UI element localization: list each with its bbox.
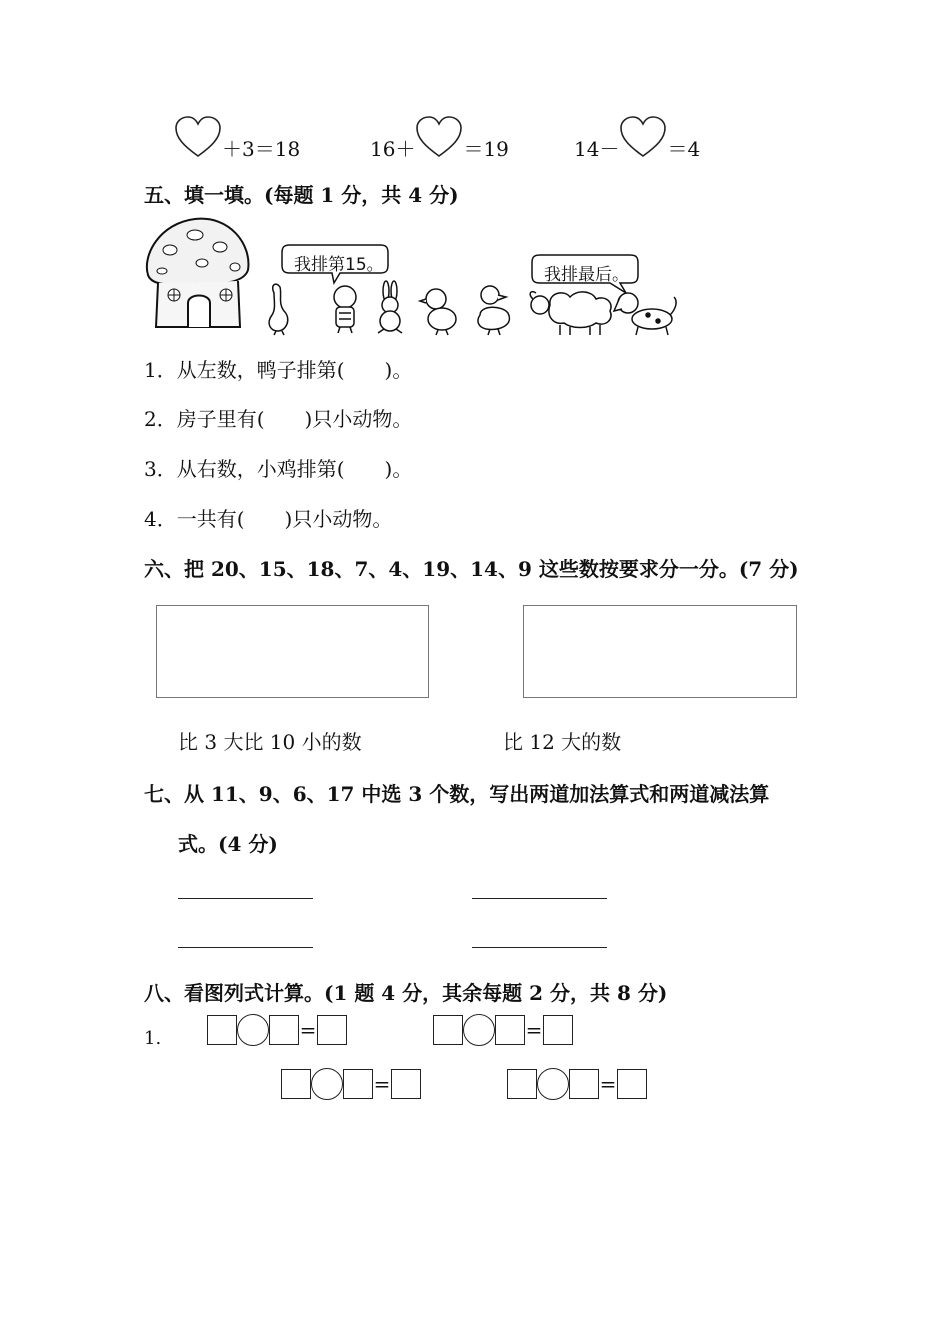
answer-square[interactable]: [617, 1069, 647, 1099]
tiger-icon: [334, 286, 356, 333]
section7-heading-line1: 七、从 11、9、6、17 中选 3 个数，写出两道加法算式和两道减法算: [144, 782, 770, 806]
section6-heading: 六、把 20、15、18、7、4、19、14、9 这些数按要求分一分。(7 分): [144, 557, 799, 581]
answer-square[interactable]: [569, 1069, 599, 1099]
answer-blank[interactable]: [178, 946, 313, 948]
mushroom-house-icon: [147, 219, 249, 327]
item-number: 1.: [144, 1028, 162, 1049]
equals-sign: =: [373, 1072, 391, 1096]
equation-template: [207, 1014, 347, 1046]
section7-heading-line2: 式。(4 分): [178, 832, 278, 856]
chick-icon: [420, 289, 456, 335]
duck-icon: [478, 286, 509, 335]
equation-right: ＝19: [463, 137, 509, 161]
question-5-1: 1．从左数，鸭子排第( )。: [144, 358, 413, 382]
speech-bubble-right-text: 我排最后。: [544, 265, 629, 285]
answer-square[interactable]: [343, 1069, 373, 1099]
heart-icon[interactable]: [174, 116, 222, 160]
answer-square[interactable]: [433, 1015, 463, 1045]
section8-heading: 八、看图列式计算。(1 题 4 分，其余每题 2 分，共 8 分): [144, 981, 668, 1005]
question-5-3: 3．从右数，小鸡排第( )。: [144, 457, 413, 481]
answer-square[interactable]: [495, 1015, 525, 1045]
equals-sign: =: [599, 1072, 617, 1096]
equation-template: [507, 1068, 647, 1100]
answer-blank[interactable]: [472, 897, 607, 899]
question-5-2: 2．房子里有( )只小动物。: [144, 407, 413, 431]
heart-icon[interactable]: [415, 116, 463, 160]
goose-icon: [269, 284, 288, 335]
equation-template: [433, 1014, 573, 1046]
sort-box-right[interactable]: [523, 605, 797, 698]
equals-sign: =: [525, 1018, 543, 1042]
heart-equation-2: [370, 116, 509, 160]
equation-right: ＋3＝18: [222, 137, 301, 161]
equation-right: ＝4: [667, 137, 701, 161]
speech-bubble-left-text: 我排第15。: [294, 255, 384, 275]
answer-square[interactable]: [317, 1015, 347, 1045]
answer-square[interactable]: [269, 1015, 299, 1045]
equation-template: [281, 1068, 421, 1100]
answer-square[interactable]: [507, 1069, 537, 1099]
sheep-icon: [530, 292, 611, 335]
answer-square[interactable]: [207, 1015, 237, 1045]
heart-equation-3: [574, 116, 700, 160]
heart-equation-1: [174, 116, 300, 160]
sort-box-left-label: 比 3 大比 10 小的数: [178, 730, 362, 754]
equation-left: 16＋: [370, 137, 416, 161]
heart-icon[interactable]: [619, 116, 667, 160]
answer-square[interactable]: [391, 1069, 421, 1099]
equals-sign: =: [299, 1018, 317, 1042]
section5-heading: 五、填一填。(每题 1 分，共 4 分): [144, 183, 459, 207]
equation-left: 14－: [574, 137, 620, 161]
sort-box-left[interactable]: [156, 605, 429, 698]
sort-box-right-label: 比 12 大的数: [503, 730, 622, 754]
answer-blank[interactable]: [472, 946, 607, 948]
rabbit-icon: [378, 281, 402, 333]
answer-blank[interactable]: [178, 897, 313, 899]
question-5-4: 4．一共有( )只小动物。: [144, 507, 393, 531]
dog-icon: [614, 293, 676, 335]
operator-circle[interactable]: [537, 1068, 569, 1100]
answer-square[interactable]: [281, 1069, 311, 1099]
answer-square[interactable]: [543, 1015, 573, 1045]
operator-circle[interactable]: [311, 1068, 343, 1100]
operator-circle[interactable]: [463, 1014, 495, 1046]
operator-circle[interactable]: [237, 1014, 269, 1046]
